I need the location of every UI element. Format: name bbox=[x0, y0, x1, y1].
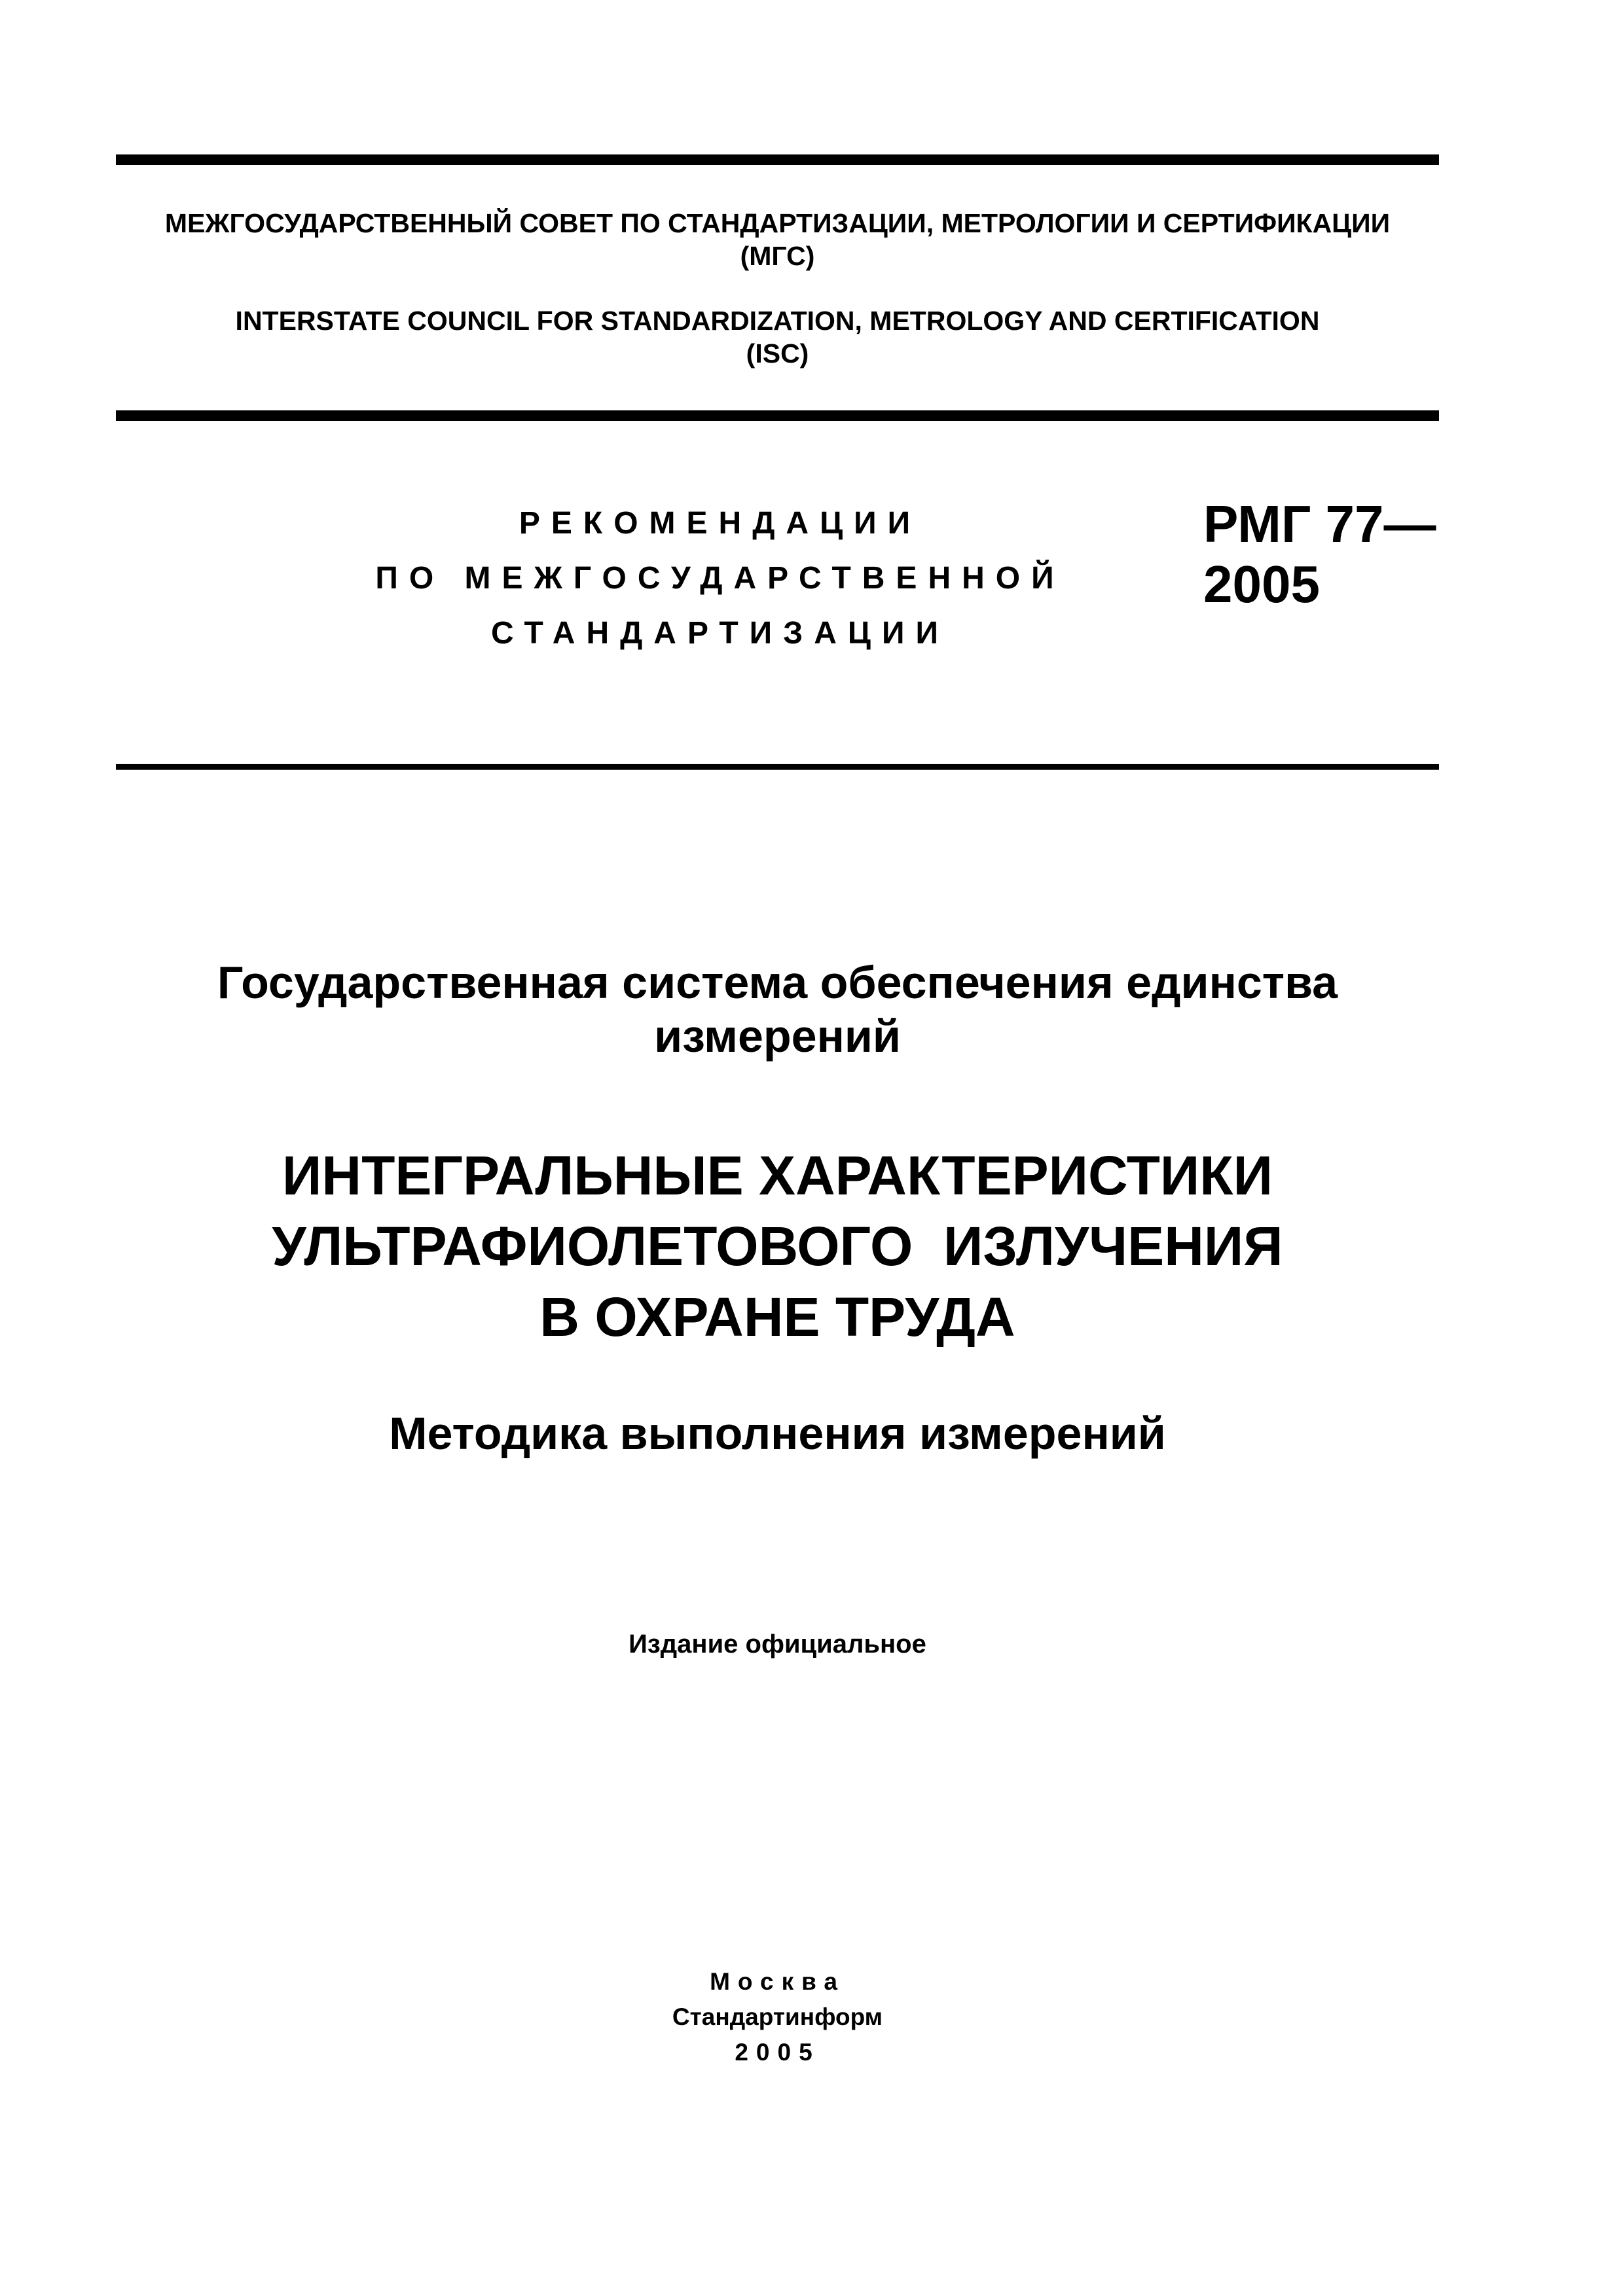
series-title bbox=[116, 956, 1439, 1063]
council-name-en-line1: INTERSTATE COUNCIL FOR STANDARDIZATION, METROLOGY AND CERTIFICATION bbox=[235, 306, 1320, 336]
recommendation-line1: РЕКОМЕНДАЦИИ bbox=[519, 506, 922, 541]
recommendation-line3: СТАНДАРТИЗАЦИИ bbox=[491, 616, 949, 651]
imprint-publisher: Стандартинформ bbox=[672, 2003, 883, 2030]
middle-rule bbox=[116, 410, 1439, 421]
method-subtitle: Методика выполнения измерений bbox=[389, 1408, 1166, 1459]
document-number-year: 2005 bbox=[1203, 555, 1320, 613]
council-name-ru bbox=[116, 207, 1439, 272]
document-number-line1: РМГ 77— bbox=[1203, 495, 1436, 553]
council-abbr-en: (ISC) bbox=[746, 338, 809, 368]
document-title bbox=[116, 1140, 1439, 1352]
document-title-line3: В ОХРАНЕ ТРУДА bbox=[539, 1286, 1015, 1348]
edition-label: Издание официальное bbox=[629, 1630, 926, 1659]
separator-rule bbox=[116, 764, 1439, 770]
council-name-en bbox=[116, 304, 1439, 370]
recommendation-heading bbox=[367, 496, 1074, 661]
imprint-year: 2005 bbox=[735, 2039, 820, 2066]
document-title-line2: УЛЬТРАФИОЛЕТОВОГО ИЗЛУЧЕНИЯ bbox=[272, 1215, 1283, 1277]
series-title-line1: Государственная система обеспечения единства bbox=[217, 957, 1338, 1008]
document-title-line1: ИНТЕГРАЛЬНЫЕ ХАРАКТЕРИСТИКИ bbox=[282, 1145, 1273, 1206]
document-number bbox=[1203, 494, 1436, 615]
council-abbr-ru: (МГС) bbox=[740, 241, 815, 271]
top-rule bbox=[116, 154, 1439, 165]
imprint bbox=[116, 1964, 1439, 2070]
council-name-ru-line1: МЕЖГОСУДАРСТВЕННЫЙ СОВЕТ ПО СТАНДАРТИЗАЦИИ, МЕТРОЛОГИИ И СЕРТИФИКАЦИИ bbox=[164, 208, 1391, 238]
recommendation-line2: ПО МЕЖГОСУДАРСТВЕННОЙ bbox=[375, 561, 1065, 596]
imprint-city: Москва bbox=[710, 1968, 845, 1995]
series-title-line2: измерений bbox=[654, 1011, 901, 1062]
